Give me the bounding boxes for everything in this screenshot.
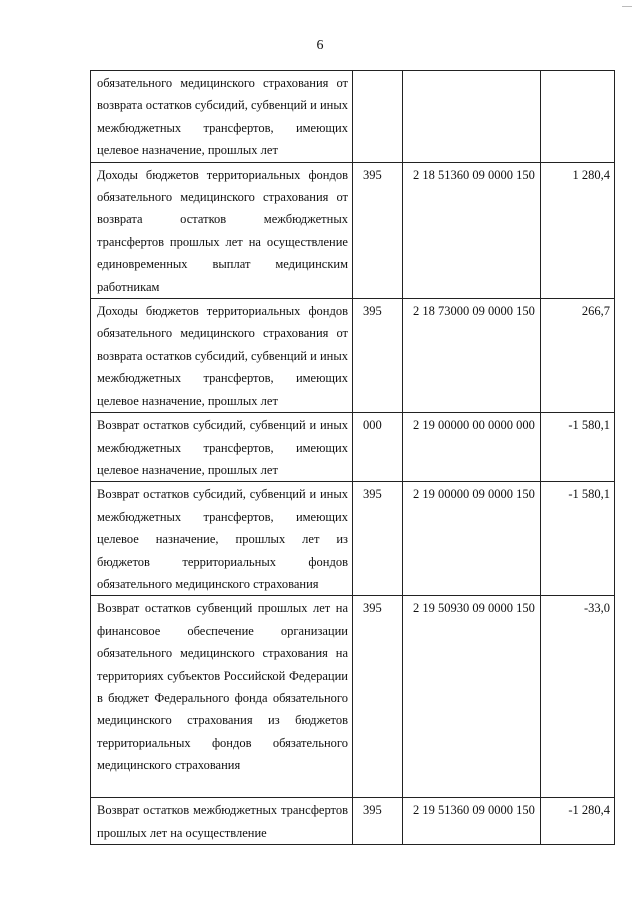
row-budget-code: 2 19 00000 09 0000 150 [403, 482, 541, 596]
row-budget-code: 2 19 51360 09 0000 150 [403, 798, 541, 845]
row-amount: -1 280,4 [541, 798, 615, 845]
row-amount: -1 580,1 [541, 482, 615, 596]
row-budget-code: 2 18 73000 09 0000 150 [403, 299, 541, 413]
row-admin-code [353, 71, 403, 163]
table-row [91, 413, 615, 482]
scan-edge-mark [622, 6, 632, 7]
table-row [91, 596, 615, 798]
row-amount: 1 280,4 [541, 162, 615, 298]
row-admin-code: 395 [353, 596, 403, 798]
row-description: Возврат остатков субвенций прошлых лет на финансовое обеспечение организации обязательного медицинского страхования на территориях субъектов Российской Федерации в бюджет Федерального фонда обязательного медицинского страхования из бюджетов территориальных фондов обязательного медицинского страхования [91, 596, 353, 798]
row-admin-code: 395 [353, 299, 403, 413]
table-row [91, 482, 615, 596]
row-description: Доходы бюджетов территориальных фондов обязательного медицинского страхования от возврата остатков межбюджетных трансфертов прошлых лет на осуществление единовременных выплат медицинским работникам [91, 162, 353, 298]
table-row [91, 299, 615, 413]
row-amount [541, 71, 615, 163]
row-admin-code: 395 [353, 798, 403, 845]
table-row [91, 162, 615, 298]
page-number: 6 [316, 38, 324, 53]
row-admin-code: 395 [353, 162, 403, 298]
row-amount: -1 580,1 [541, 413, 615, 482]
row-budget-code: 2 19 50930 09 0000 150 [403, 596, 541, 798]
row-amount: -33,0 [541, 596, 615, 798]
row-budget-code: 2 19 00000 00 0000 000 [403, 413, 541, 482]
row-admin-code: 395 [353, 482, 403, 596]
row-description: Возврат остатков межбюджетных трансфертов прошлых лет на осуществление [91, 798, 353, 845]
table-row [91, 798, 615, 845]
table-row [91, 71, 615, 163]
row-admin-code: 000 [353, 413, 403, 482]
row-description: Возврат остатков субсидий, субвенций и иных межбюджетных трансфертов, имеющих целевое назначение, прошлых лет из бюджетов территориальных фондов обязательного медицинского страхования [91, 482, 353, 596]
row-description: Возврат остатков субсидий, субвенций и иных межбюджетных трансфертов, имеющих целевое назначение, прошлых лет [91, 413, 353, 482]
row-budget-code: 2 18 51360 09 0000 150 [403, 162, 541, 298]
row-amount: 266,7 [541, 299, 615, 413]
row-description: обязательного медицинского страхования от возврата остатков субсидий, субвенций и иных межбюджетных трансфертов, имеющих целевое назначение, прошлых лет [91, 71, 353, 163]
row-budget-code [403, 71, 541, 163]
row-description: Доходы бюджетов территориальных фондов обязательного медицинского страхования от возврата остатков субсидий, субвенций и иных межбюджетных трансфертов, имеющих целевое назначение, прошлых лет [91, 299, 353, 413]
budget-revenue-table [90, 70, 615, 845]
